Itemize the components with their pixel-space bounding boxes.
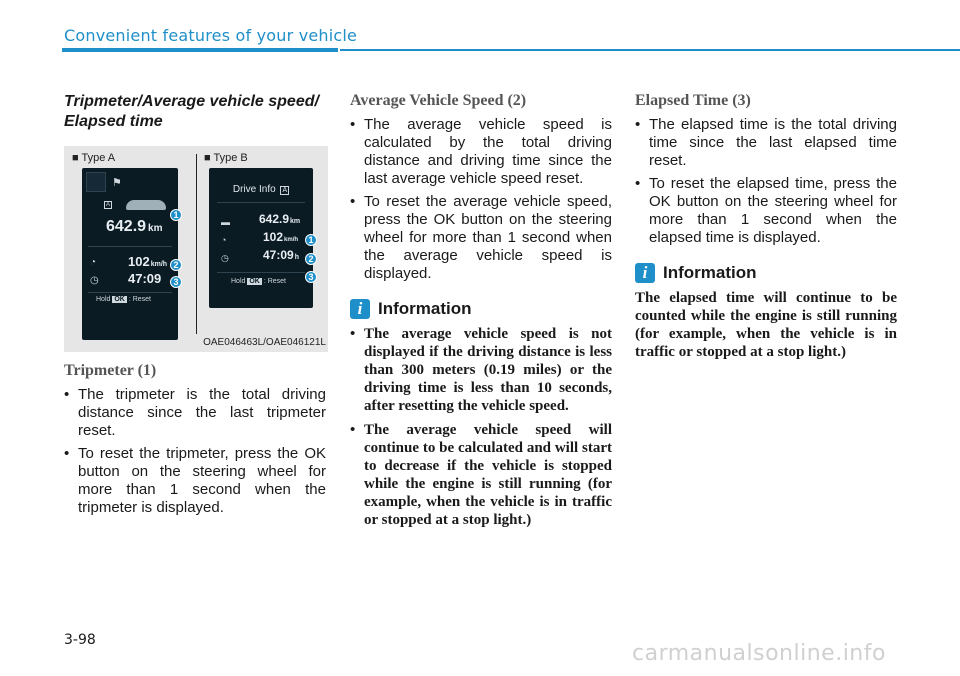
screen-a-sep-1 [88,246,172,247]
screen-a-speed-unit: km/h [150,261,168,268]
page-number: 3-98 [64,632,96,648]
elapsed-time-bullet-1: • The elapsed time is the total driving time since the last elapsed time reset. [635,116,897,170]
info-icon: i [350,299,370,319]
screen-b-title-text: Drive Info [232,184,276,195]
screen-type-a [82,168,178,340]
section-title [64,92,326,132]
screen-a-sep-2 [88,292,172,293]
screen-b-time [263,248,299,262]
marker-a-2: 2 [170,259,182,271]
cluster-figure [64,146,328,352]
elapsed-time-title: Elapsed Time (3) [635,92,751,109]
screen-a-hold-text: Hold [96,296,111,303]
page-header-title: Convenient features of your vehicle [64,26,358,45]
avg-speed-bullet-2: • To reset the average vehicle speed, press the OK button on the steering wheel for more than 1 second when the average vehicle speed is displayed. [350,193,612,283]
screen-b-title [209,184,313,195]
marker-b-1: 1 [305,234,317,246]
screen-b-speed-value: 102 [263,230,284,244]
car-side-icon: ▬ [221,217,230,227]
tripmeter-title: Tripmeter (1) [64,362,157,379]
tripmeter-bullet-2: • To reset the tripmeter, press the OK button on the steering wheel for more than 1 second when the tripmeter is displayed. [64,445,326,517]
marker-b-3: 3 [305,271,317,283]
avg-speed-info-bullet-2: • The average vehicle speed will continue to be calculated and will start to decrease if the vehicle is stopped while the engine is still running (for example, when the vehicle is in traffic or stopped at a stop light.) [350,421,612,529]
avg-speed-title: Average Vehicle Speed (2) [350,92,527,109]
screen-b-distance [259,212,300,226]
avg-speed-info-bullet-1: • The average vehicle speed is not displayed if the driving distance is less than 300 meters (0.19 miles) or the driving time is less than 10 seconds, after resetting the vehicle speed. [350,325,612,415]
screen-b-distance-unit: km [290,218,301,225]
type-a-label: ■ Type A [72,152,116,164]
car-icon [126,200,166,210]
screen-b-sep-1 [217,202,305,203]
screen-a-distance-value: 642.9 [106,218,147,235]
figure-caption: OAE046463L/OAE046121L [203,337,326,348]
header-rule-thin [340,49,960,51]
marker-a-3: 3 [170,276,182,288]
screen-b-speed-unit: km/h [284,237,299,243]
screen-b-hold-reset [231,278,286,285]
marker-a-1: 1 [170,209,182,221]
info-header-middle [350,299,612,319]
screen-b-speed [263,230,298,244]
marker-b-2: 2 [305,253,317,265]
screen-type-b [209,168,313,308]
speedometer-icon: ◔ [90,257,97,268]
column-middle [350,92,612,535]
info-header-right [635,263,897,283]
info-label: Information [663,263,757,282]
clock-icon-b: ◷ [221,253,229,263]
column-left [64,92,326,522]
screen-b-reset-text: : Reset [263,278,286,285]
screen-a-ok-badge: OK [114,296,125,303]
clock-icon: ◷ [90,275,99,286]
screen-a-hold-reset [96,296,151,303]
screen-b-title-badge: A [282,187,288,194]
type-b-label: ■ Type B [204,152,248,164]
info-label: Information [378,299,472,318]
section-title-line2: Elapsed time [64,113,163,130]
screen-a-badge: A [105,202,110,208]
elapsed-time-bullets [635,116,897,247]
screen-b-hold-text: Hold [231,278,246,285]
screen-a-top-box [86,172,106,192]
watermark: carmanualsonline.info [632,641,886,666]
elapsed-time-info-text: The elapsed time will continue to be counted while the engine is still running (for example, when the vehicle is in traffic or stopped at a stop light.) [635,290,897,360]
tripmeter-bullets [64,386,326,517]
header-rule-thick [62,48,338,52]
screen-b-time-unit: h [294,254,299,261]
screen-a-speed [128,254,167,269]
screen-a-time: 47:09 [128,271,162,286]
screen-b-distance-value: 642.9 [259,212,290,226]
tripmeter-bullet-1: • The tripmeter is the total driving distance since the last tripmeter reset. [64,386,326,440]
info-icon: i [635,263,655,283]
screen-b-time-value: 47:09 [263,248,294,262]
avg-speed-bullets [350,116,612,283]
figure-divider [196,154,197,334]
screen-b-sep-2 [217,272,305,273]
elapsed-time-bullet-2: • To reset the elapsed time, press the OK button on the steering wheel for more than 1 second when the elapsed time is displayed. [635,175,897,247]
speedometer-icon-b: ◔ [221,235,227,245]
avg-speed-bullet-1: • The average vehicle speed is calculated by the total driving distance and driving time since the last average vehicle speed reset. [350,116,612,188]
avg-speed-info-bullets [350,325,612,529]
screen-a-reset-text: : Reset [128,296,151,303]
column-right [635,92,897,361]
screen-b-ok-badge: OK [249,278,260,285]
screen-a-distance-unit: km [148,223,163,234]
screen-a-distance [106,218,163,236]
car-flag-icon: ⚑ [112,177,122,189]
section-title-line1: Tripmeter/Average vehicle speed/ [64,93,319,110]
screen-a-speed-value: 102 [128,254,150,269]
